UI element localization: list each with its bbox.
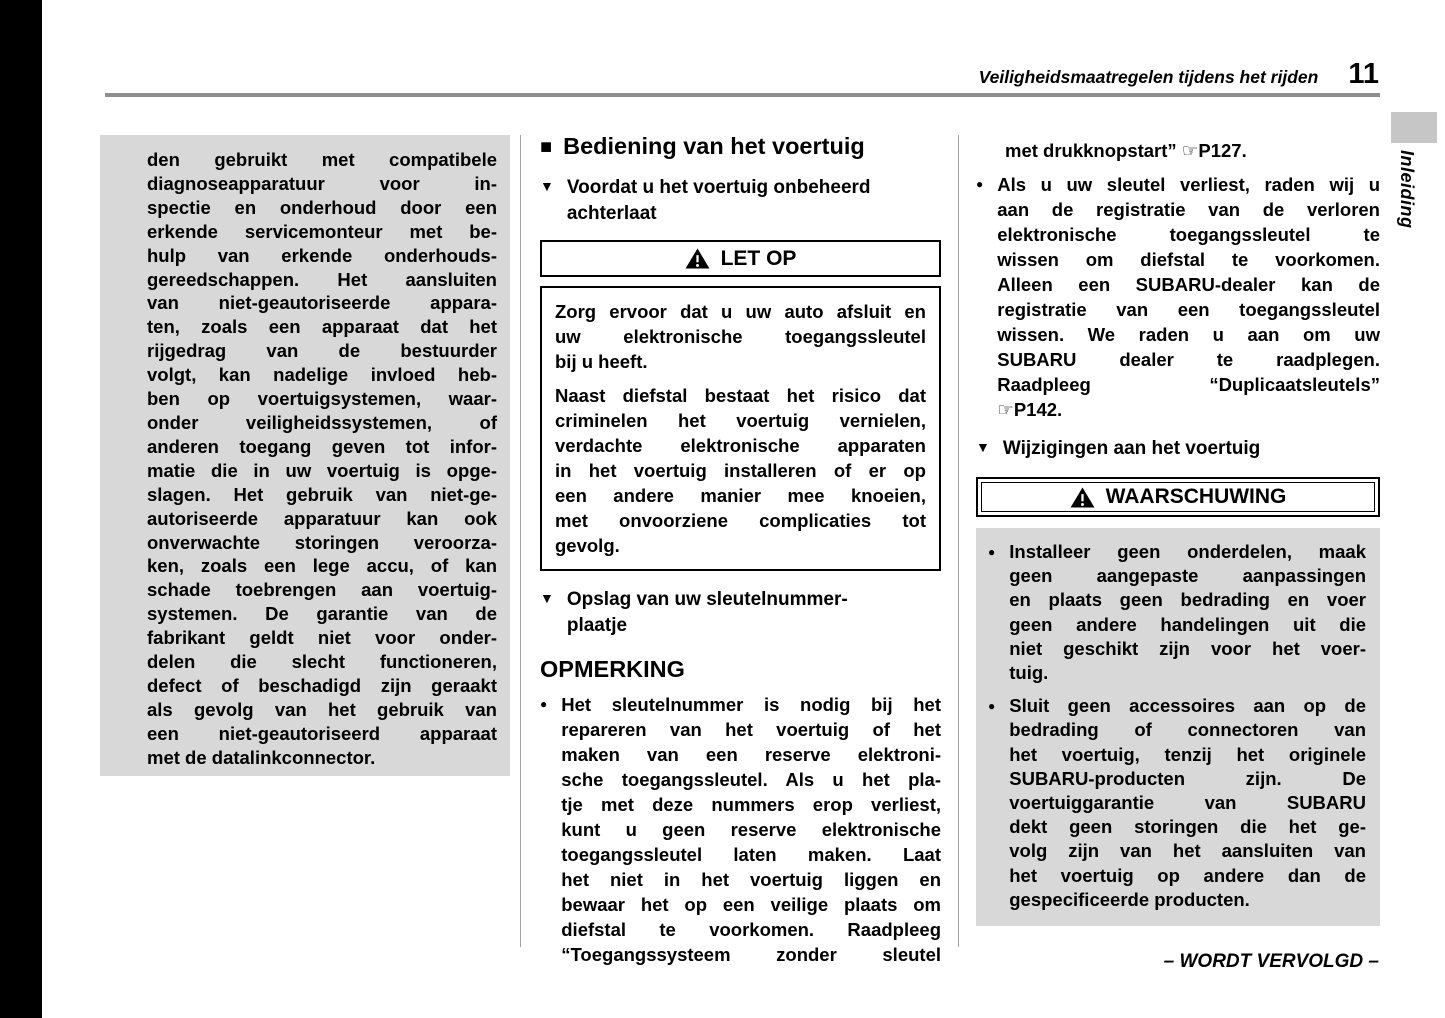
caution-paragraph-2: Naast diefstal bestaat het risico dat criminelen het voertuig vernielen, verdachte elektronische apparaten in het voertuig installeren of er op een andere manier mee knoeien, met onvoorziene complicaties tot gevolg. xyxy=(555,385,926,556)
page-header xyxy=(979,58,1379,91)
triangle-marker-icon: ▼ xyxy=(540,178,554,194)
column-divider-right xyxy=(958,135,959,947)
bullet-icon: ● xyxy=(540,697,548,711)
chapter-tab xyxy=(1391,112,1437,143)
warning-triangle-icon xyxy=(1070,487,1095,508)
caution-header xyxy=(540,240,941,277)
warning-bullet-item xyxy=(988,540,1366,685)
bullet-icon: ● xyxy=(988,545,996,559)
right-column xyxy=(976,138,1380,926)
lost-key-bullet-text: Als u uw sleutel verliest, raden wij u aan de registratie van de verloren elektronische toegangssleutel te wissen om diefstal te voorkomen. Alleen een SUBARU-dealer kan de registratie van een toegangssleutel wissen. We raden u aan om uw SUBARU dealer te raadplegen. Raadpleeg “Duplicaatsleutels” ☞P142. xyxy=(997,174,1380,420)
warning-header xyxy=(976,477,1380,517)
middle-column xyxy=(540,133,941,967)
warning-bullet-item xyxy=(988,694,1366,912)
warning-title: WAARSCHUWING xyxy=(1105,485,1287,508)
page-number: 11 xyxy=(1348,58,1379,90)
subheading-before-leaving-text: Voordat u het voertuig onbeheerd achterlaat xyxy=(566,177,871,224)
continuation-text: met drukknopstart” ☞P127. xyxy=(1005,140,1247,161)
note-heading: OPMERKING xyxy=(540,656,685,682)
square-marker-icon: ■ xyxy=(540,135,553,158)
lost-key-bullet-item xyxy=(976,172,1380,422)
warning-body xyxy=(976,528,1380,926)
header-rule xyxy=(105,93,1380,97)
bullet-icon: ● xyxy=(988,699,996,714)
left-note-text: den gebruikt met compatibele diagnoseapparatuur voor in- spectie en onderhoud door een erkende servicemonteur met be- hulp van erkende onderhouds- gereedschappen. Het aansluiten van niet-geautoriseerde appara- ten, zoals een apparaat dat het rijgedrag van de bestuurder volgt, kan nadelige invloed heb- ben op voertuigsystemen, waar- onder veiligheidssystemen, of anderen toegang geven tot infor- matie die in uw voertuig is opge- slagen. Het gebruik van niet-ge- autoriseerde apparatuur kan ook onverwachte storingen veroorza- ken, zoals een lege accu, of kan schade toebrengen aan voertuig- systemen. De garantie van de fabrikant geldt niet voor onder- delen die slecht functioneren, defect of beschadigd zijn geraakt als gevolg van het gebruik van een niet-geautoriseerd apparaat met de datalinkconnector. xyxy=(147,149,497,768)
note-bullet-text: Het sleutelnummer is nodig bij het repareren van het voertuig of het maken van een reserve elektroni- sche toegangssleutel. Als u het pla- tje met deze nummers erop verliest, kunt u geen reserve elektronische toegangssleutel laten maken. Laat het niet in het voertuig liggen en bewaar het op een veilige plaats om diefstal te voorkomen. Raadpleeg “Toegangssysteem zonder sleutel xyxy=(561,694,941,965)
subheading-before-leaving xyxy=(540,175,941,227)
note-bullet-item xyxy=(540,692,941,967)
chapter-tab-label: Inleiding xyxy=(1397,150,1417,229)
subheading-vehicle-modifications xyxy=(976,436,1380,462)
warning-bullet-text-1: Installeer geen onderdelen, maak geen aangepaste aanpassingen en plaats geen bedrading en voer geen andere handelingen uit die niet geschikt zijn voor het voer- tuig. xyxy=(1009,541,1366,684)
subheading-key-number-plate xyxy=(540,587,941,639)
warning-bullet-text-2: Sluit geen accessoires aan op de bedrading of connectoren van het voertuig, tenzij het originele SUBARU-producten zijn. De voertuiggarantie van SUBARU dekt geen storingen die het ge- volg zijn van het aansluiten van het voertuig op andere dan de gespecificeerde producten. xyxy=(1009,695,1366,910)
footer-continued: – WORDT VERVOLGD – xyxy=(1163,951,1379,972)
left-black-bar xyxy=(0,0,42,1018)
warning-triangle-icon xyxy=(685,248,710,269)
caution-body xyxy=(540,286,941,571)
running-title: Veiligheidsmaatregelen tijdens het rijden xyxy=(978,67,1319,87)
section-heading xyxy=(540,133,941,160)
triangle-marker-icon: ▼ xyxy=(976,439,990,455)
bullet-icon: ● xyxy=(976,177,984,191)
left-gray-note-box xyxy=(100,135,510,776)
caution-paragraph-1: Zorg ervoor dat u uw auto afsluit en uw elektronische toegangssleutel bij u heeft. xyxy=(555,301,926,372)
column-divider-left xyxy=(520,135,521,947)
triangle-marker-icon: ▼ xyxy=(540,590,554,606)
caution-title: LET OP xyxy=(720,246,797,270)
subheading-key-number-plate-text: Opslag van uw sleutelnummer- plaatje xyxy=(566,589,848,636)
subheading-vehicle-modifications-text: Wijzigingen aan het voertuig xyxy=(1002,438,1261,459)
section-heading-text: Bediening van het voertuig xyxy=(563,133,865,159)
